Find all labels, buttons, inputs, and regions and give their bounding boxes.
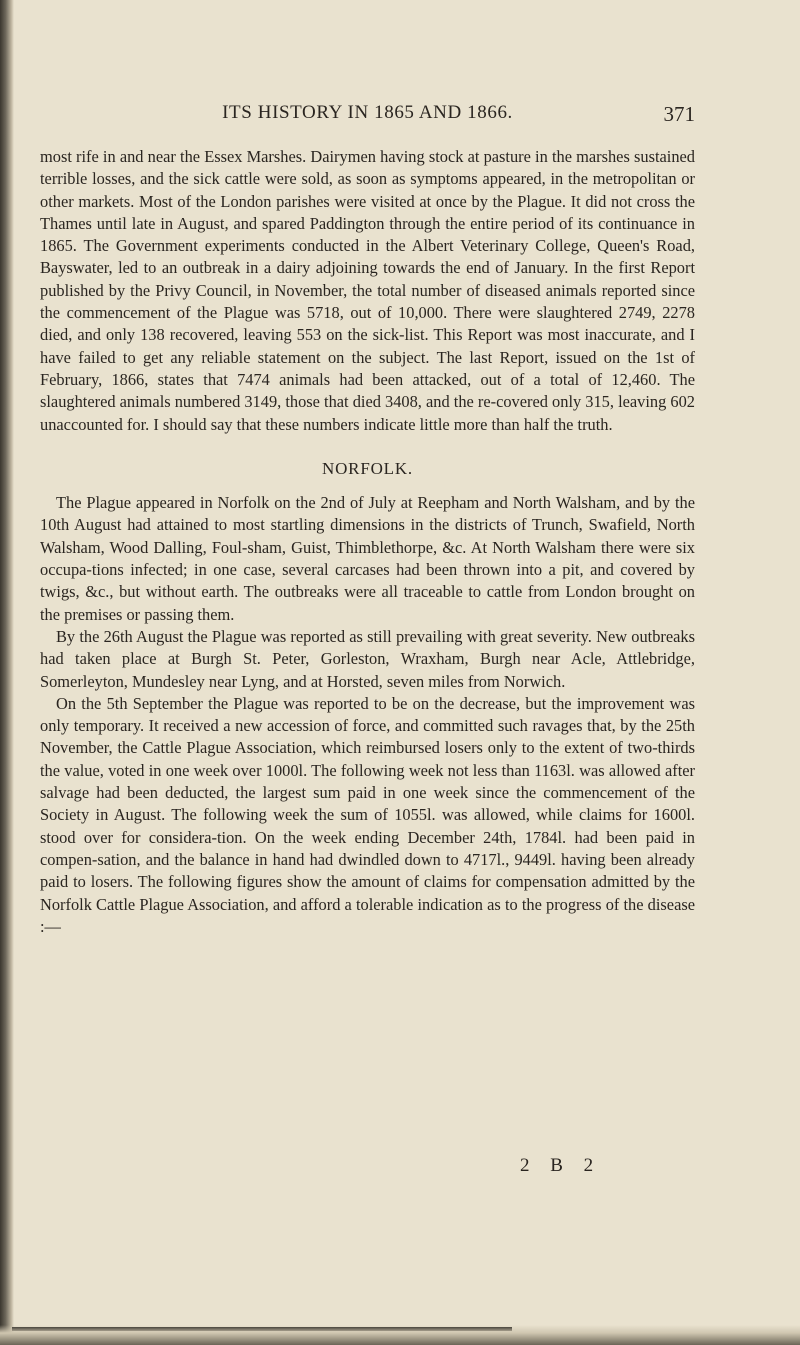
paragraph: By the 26th August the Plague was reported as still prevailing with great severity. New outbreaks had taken place at Burgh St. Peter, Gorleston, Wraxham, Burgh near Acle, Attlebridge, Somerleyton, Mundesley near Lyng, and at Horsted, seven miles from Norwich. [40, 626, 695, 691]
paragraph: most rife in and near the Essex Marshes. Dairymen having stock at pasture in the marshes sustained terrible losses, and the sick cattle were sold, as soon as symptoms appeared, in the metropolitan or other markets. Most of the London parishes were visited at once by the Plague. It did not cross the Thames until late in August, and spared Paddington through the entire period of its continuance in 1865. The Government experiments conducted in the Albert Veterinary College, Queen's Road, Bayswater, led to an outbreak in a dairy adjoining towards the end of January. In the first Report published by the Privy Council, in November, the total number of diseased animals reported since the commencement of the Plague was 5718, out of 10,000. There were slaughtered 2749, 2278 died, and only 138 recovered, leaving 553 on the sick-list. This Report was most inaccurate, and I have failed to get any reliable statement on the subject. The last Report, issued on the 1st of February, 1866, states that 7474 animals had been attacked, out of a total of 12,460. The slaughtered animals numbered 3149, those that died 3408, and the re-covered only 315, leaving 602 unaccounted for. I should say that these numbers indicate little more than half the truth. [40, 147, 695, 434]
page-bottom-edge [0, 1325, 800, 1345]
page-header [40, 102, 695, 132]
signature-mark: 2 B 2 [520, 1155, 602, 1176]
section-heading-norfolk: NORFOLK. [322, 458, 413, 478]
paragraph: The Plague appeared in Norfolk on the 2nd of July at Reepham and North Walsham, and by the 10th August had attained to most startling dimensions in the districts of Trunch, Swafield, North Walsham, Wood Dalling, Foul-sham, Guist, Thimblethorpe, &c. At North Walsham there were six occupa-tions infected; in one case, several carcases had been thrown into a pit, and covered by twigs, &c., but without earth. The outbreaks were all traceable to cattle from London brought on the premises or passing them. [40, 493, 695, 624]
paragraph: On the 5th September the Plague was reported to be on the decrease, but the improvement was only temporary. It received a new accession of force, and committed such ravages that, by the 25th November, the Cattle Plague Association, which reimbursed losers only to the extent of two-thirds the value, voted in one week over 1000l. The following week not less than 1163l. was allowed after salvage had been deducted, the largest sum paid in one week since the commencement of the Society in August. The following week the sum of 1055l. was allowed, while claims for 1600l. stood over for considera-tion. On the week ending December 24th, 1784l. had been paid in compen-sation, and the balance in hand had dwindled down to 4717l., 9449l. having been already paid to losers. The following figures show the amount of claims for compensation admitted by the Norfolk Cattle Plague Association, and afford a tolerable indication as to the progress of the disease :— [40, 693, 695, 936]
running-title: ITS HISTORY IN 1865 AND 1866. [222, 102, 513, 123]
page-binding-shadow [0, 0, 14, 1345]
page-number: 371 [663, 102, 695, 126]
body-text [40, 146, 695, 938]
